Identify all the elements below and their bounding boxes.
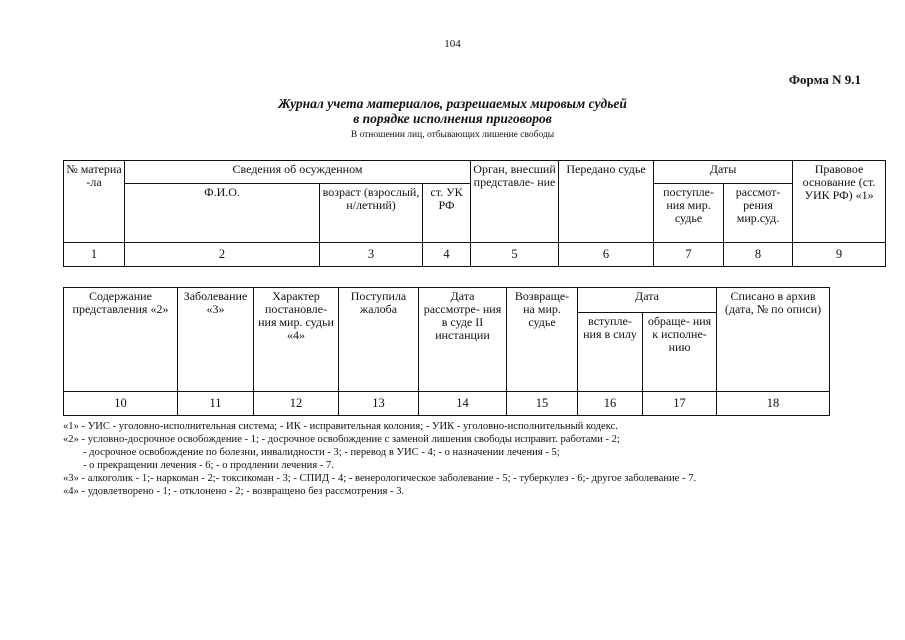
journal-table-1: [63, 160, 886, 267]
footnote-2: «2» - условно-досрочное освобождение - 1; - досрочное освобождение с заменой лишения свободы исправит. работами - 2;: [63, 434, 620, 445]
footnote-2-continued: - о прекращении лечения - 6; - о продлении лечения - 7.: [83, 460, 334, 471]
header-material-number: № материа -ла: [64, 161, 125, 243]
footnotes: [63, 420, 853, 498]
header-complaint-filed: Поступила жалоба: [339, 288, 419, 392]
header-age: возраст (взрослый, н/летний): [320, 184, 423, 243]
page-number: 104: [444, 38, 461, 50]
header-archived: Списано в архив (дата, № по описи): [717, 288, 830, 392]
header-date-reviewed: рассмот- рения мир.суд.: [724, 184, 793, 243]
document-subtitle: В отношении лиц, отбывающих лишение свободы: [350, 130, 555, 140]
footnote-2-continued: - досрочное освобождение по болезни, инвалидности - 3; - перевод в УИС - 4; - о назначении лечения - 5;: [83, 447, 560, 458]
header-execution: обраще- ния к исполне- нию: [643, 313, 717, 392]
header-returned-to-judge: Возвраще- на мир. судье: [507, 288, 578, 392]
header-date: Дата: [578, 288, 717, 313]
column-number: 6: [559, 243, 654, 267]
header-convict-info: Сведения об осужденном: [125, 161, 471, 184]
column-number: 10: [64, 392, 178, 416]
column-number: 8: [724, 243, 793, 267]
column-number-row: [64, 392, 830, 416]
header-submission-content: Содержание представления «2»: [64, 288, 178, 392]
column-number: 9: [793, 243, 886, 267]
header-ruling-type: Характер постановле- ния мир. судьи «4»: [254, 288, 339, 392]
column-number: 11: [178, 392, 254, 416]
column-number: 16: [578, 392, 643, 416]
header-submitting-body: Орган, внесший представле- ние: [471, 161, 559, 243]
header-disease: Заболевание «3»: [178, 288, 254, 392]
header-full-name: Ф.И.О.: [125, 184, 320, 243]
title-line-1: Журнал учета материалов, разрешаемых мировым судьей: [278, 96, 627, 111]
footnote-4: «4» - удовлетворено - 1; - отклонено - 2; - возвращено без рассмотрения - 3.: [63, 486, 405, 497]
header-appeal-review-date: Дата рассмотре- ния в суде II инстанции: [419, 288, 507, 392]
form-number: Форма N 9.1: [788, 72, 861, 87]
column-number: 1: [64, 243, 125, 267]
header-entry-into-force: вступле- ния в силу: [578, 313, 643, 392]
column-number: 3: [320, 243, 423, 267]
column-number: 7: [654, 243, 724, 267]
footnote-3: «3» - алкоголик - 1;- наркоман - 2;- токсикоман - 3; - СПИД - 4; - венерологическое заболевание - 5; - туберкулез - 6;- другое заболевание - 7.: [63, 473, 697, 484]
column-number: 13: [339, 392, 419, 416]
journal-table-2: [63, 287, 830, 416]
header-date-received: поступле- ния мир. судье: [654, 184, 724, 243]
column-number: 14: [419, 392, 507, 416]
column-number: 15: [507, 392, 578, 416]
column-number-row: [64, 243, 886, 267]
footnote-1: «1» - УИС - уголовно-исполнительная система; - ИК - исправительная колония; - УИК - уголовно-исполнительный кодекс.: [63, 421, 618, 432]
column-number: 17: [643, 392, 717, 416]
header-criminal-code-article: ст. УК РФ: [423, 184, 471, 243]
column-number: 12: [254, 392, 339, 416]
document-title: [0, 96, 905, 126]
column-number: 4: [423, 243, 471, 267]
header-legal-basis: Правовое основание (ст. УИК РФ) «1»: [793, 161, 886, 243]
column-number: 18: [717, 392, 830, 416]
header-dates: Даты: [654, 161, 793, 184]
header-transferred-to-judge: Передано судье: [559, 161, 654, 243]
column-number: 2: [125, 243, 320, 267]
column-number: 5: [471, 243, 559, 267]
title-line-2: в порядке исполнения приговоров: [353, 111, 552, 126]
